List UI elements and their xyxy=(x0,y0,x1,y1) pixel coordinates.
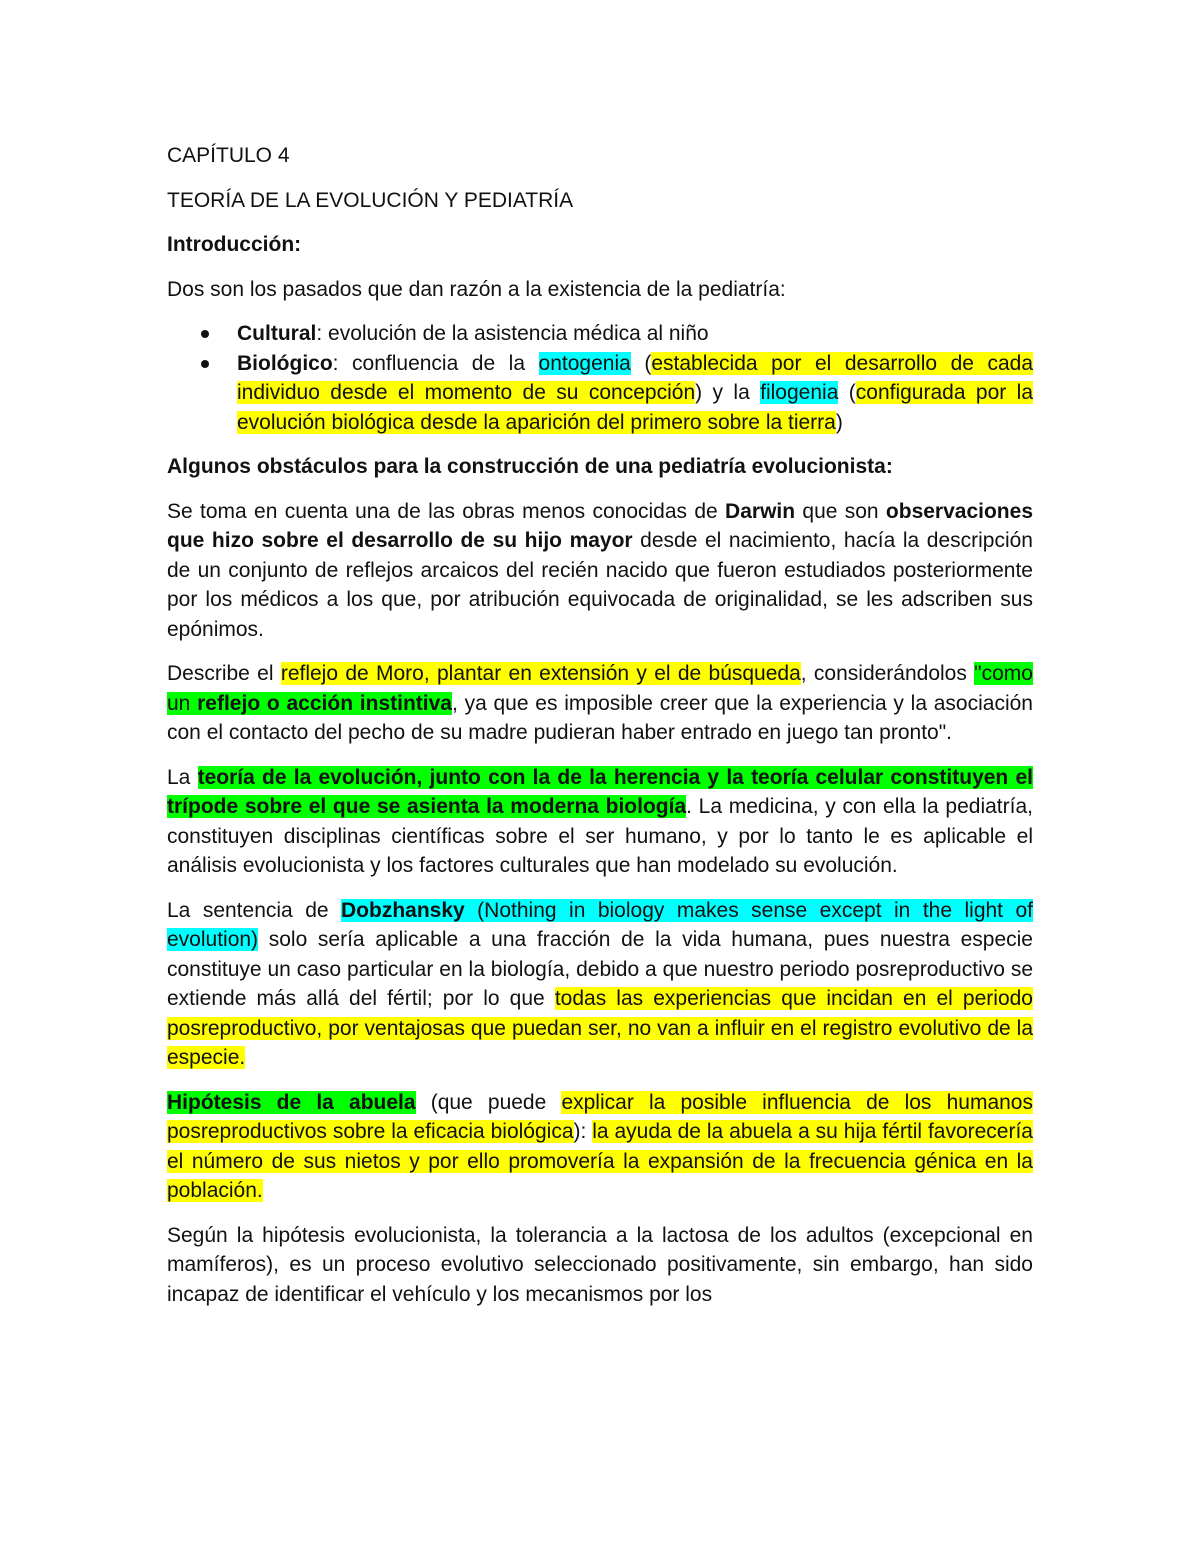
intro-heading: Introducción: xyxy=(167,233,302,256)
document-page xyxy=(167,138,1033,1324)
paragraph-teoria: La teoría de la evolución, junto con la de la herencia y la teoría celular constituyen el trípode sobre el que se asienta la moderna biología. La medicina, y con ella la pediatría, constituyen disciplinas científicas sobre el ser humano, y por lo tanto le es aplicable el análisis evolucionista y los factores culturales que han modelado su evolución. xyxy=(167,765,1033,877)
highlight-ontogenia: ontogenia xyxy=(538,351,631,375)
highlight-hipotesis: Hipótesis de la abuela xyxy=(167,1090,416,1114)
highlight-text: todas las experiencias que incidan en el periodo posreproductivo, por ventajosas que puedan ser, no van a influir en el registro evolutivo de la especie. xyxy=(167,987,1033,1069)
highlight-text: explicar la posible influencia de los humanos posreproductivos sobre la eficacia biológica xyxy=(167,1090,1033,1143)
highlight-text: la ayuda de la abuela a su hija fértil favorecería el número de sus nietos y por ello promovería la expansión de la frecuencia génica en la población. xyxy=(167,1120,1033,1202)
highlight-text: "como un reflejo o acción instintiva xyxy=(167,662,1033,715)
highlight-dobzhansky: Dobzhansky xyxy=(341,898,465,922)
paragraph-darwin: Se toma en cuenta una de las obras menos conocidas de Darwin que son observaciones que hizo sobre el desarrollo de su hijo mayor desde el nacimiento, hacía la descripción de un conjunto de reflejos arcaicos del recién nacido que fueron estudiados posteriormente por los médicos a los que, por atribución equivocada de originalidad, se les adscriben sus epónimos. xyxy=(167,499,1033,641)
highlight-text: configurada por la evolución biológica desde la aparición del primero sobre la tierra xyxy=(237,381,1033,434)
list-item-cultural: Cultural: evolución de la asistencia médica al niño xyxy=(167,319,1033,349)
highlight-text: teoría de la evolución, junto con la de la herencia y la teoría celular constituyen el trípode sobre el que se asienta la moderna biología xyxy=(167,765,1033,818)
highlight-filogenia: filogenia xyxy=(760,381,839,404)
origins-list xyxy=(167,319,1033,437)
bullet-icon xyxy=(201,360,209,368)
highlight-quote: (Nothing in biology makes sense except in the light of evolution) xyxy=(167,898,1033,951)
highlight-text: establecida por el desarrollo de cada individuo desde el momento de su concepción xyxy=(237,351,1034,404)
bullet-icon xyxy=(201,330,209,338)
intro-text: Dos son los pasados que dan razón a la existencia de la pediatría: xyxy=(167,277,786,301)
chapter-title: TEORÍA DE LA EVOLUCIÓN Y PEDIATRÍA xyxy=(167,188,574,212)
paragraph-dobzhansky: La sentencia de Dobzhansky (Nothing in biology makes sense except in the light of evolution) solo sería aplicable a una fracción de la vida humana, pues nuestra especie constituye un caso particular en la biología, debido a que nuestro periodo posreproductivo se extiende más allá del fértil; por lo que todas las experiencias que incidan en el periodo posreproductivo, por ventajosas que puedan ser, no van a influir en el registro evolutivo de la especie. xyxy=(167,898,1033,1069)
paragraph-reflejos: Describe el reflejo de Moro, plantar en extensión y el de búsqueda, considerándolos "como un reflejo o acción instintiva, ya que es imposible creer que la experiencia y la asociación con el contacto del pecho de su madre pudieran haber entrado en juego tan pronto". xyxy=(167,662,1033,744)
paragraph-lactosa: Según la hipótesis evolucionista, la tolerancia a la lactosa de los adultos (excepcional en mamíferos), es un proceso evolutivo seleccionado positivamente, sin embargo, han sido incapaz de identificar el vehículo y los mecanismos por los xyxy=(167,1223,1033,1306)
paragraph-abuela: Hipótesis de la abuela (que puede explicar la posible influencia de los humanos posreproductivos sobre la eficacia biológica): la ayuda de la abuela a su hija fértil favorecería el número de sus nietos y por ello promovería la expansión de la frecuencia génica en la población. xyxy=(167,1090,1033,1202)
obstacles-heading: Algunos obstáculos para la construcción de una pediatría evolucionista: xyxy=(167,455,893,478)
chapter-label: CAPÍTULO 4 xyxy=(167,144,290,167)
highlight-text: reflejo de Moro, plantar en extensión y el de búsqueda xyxy=(280,662,801,685)
list-item-biologico: Biológico: confluencia de la ontogenia (establecida por el desarrollo de cada individuo desde el momento de su concepción) y la filogenia (configurada por la evolución biológica desde la aparición del primero sobre la tierra) xyxy=(167,349,1033,438)
